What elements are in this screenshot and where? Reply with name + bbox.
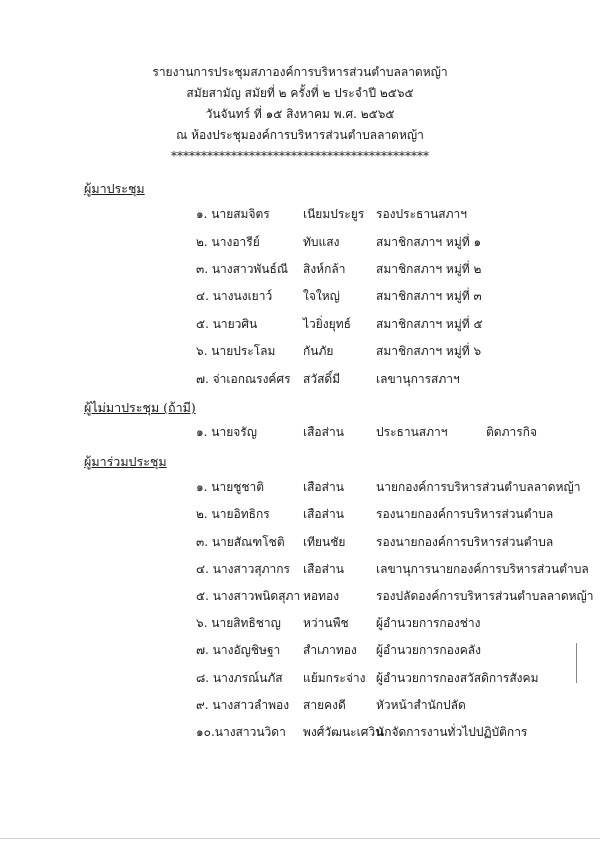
member-name: ๑. นายชูชาติ (196, 480, 265, 494)
member-name: ๓. นายสัณฑโชติ (196, 535, 285, 549)
member-surname: แย้มกระจ่าง (303, 671, 366, 685)
table-row (0, 260, 600, 280)
member-surname: สวัสดิ์มี (303, 372, 341, 386)
member-position: สมาชิกสภาฯ หมู่ที่ ๖ (376, 344, 482, 358)
member-surname: สำเภาทอง (303, 643, 357, 657)
member-name: ๑. นายจรัญ (196, 425, 257, 439)
member-position: รองปลัดองค์การบริหารส่วนตำบลลาดหญ้า (376, 589, 594, 603)
member-position: รองประธานสภาฯ (376, 207, 467, 221)
member-name: ๙. นางสาวลำพอง (196, 698, 290, 712)
member-name: ๒. นางอารีย์ (196, 235, 260, 249)
absentees-heading: ผู้ไม่มาประชุม (ถ้ามี) (84, 400, 196, 415)
member-position: ผู้อำนวยการกองคลัง (376, 643, 481, 657)
attendees-heading: ผู้มาประชุม (84, 181, 145, 196)
date-line: วันจันทร์ ที่ ๑๕ สิงหาคม พ.ศ. ๒๕๖๕ (205, 107, 395, 121)
member-surname: ใจใหญ่ (303, 289, 340, 303)
session-line: สมัยสามัญ สมัยที่ ๒ ครั้งที่ ๒ ประจำปี ๒๕๖๕ (186, 86, 414, 100)
member-position: ผู้อำนวยการกองสวัสดิการสังคม (376, 671, 539, 685)
member-surname: เสือส่าน (303, 425, 344, 439)
member-name: ๒. นายอิทธิกร (196, 507, 270, 521)
member-surname: เสือส่าน (303, 562, 344, 576)
document-header (0, 62, 600, 167)
table-row (0, 587, 600, 607)
table-row (0, 478, 600, 498)
member-name: ๓. นางสาวพันธ์ณี (196, 262, 289, 276)
member-name: ๗. จ่าเอกณรงค์ศร (196, 372, 291, 386)
member-surname: เนียมประยูร (303, 207, 365, 221)
absence-reason: ติดภารกิจ (486, 425, 537, 439)
page-bottom-edge (0, 838, 600, 839)
member-surname: พงศ์วัฒนะเศวิน (303, 725, 384, 739)
member-surname: เทียนชัย (303, 535, 346, 549)
member-position: สมาชิกสภาฯ หมู่ที่ ๕ (376, 317, 483, 331)
table-row (0, 614, 600, 634)
member-name: ๖. นายประโลม (196, 344, 276, 358)
table-row (0, 233, 600, 253)
table-row (0, 315, 600, 335)
scan-margin-mark (576, 643, 577, 683)
member-surname: สายคงดี (303, 698, 346, 712)
table-row (0, 342, 600, 362)
member-name: ๑. นายสมจิตร (196, 207, 270, 221)
member-name: ๖. นายสิทธิชาญ (196, 616, 281, 630)
member-name: ๔. นางนงเยาว์ (196, 289, 273, 303)
table-row (0, 505, 600, 525)
member-surname: หอทอง (303, 589, 340, 603)
table-row (0, 723, 600, 743)
table-row (0, 696, 600, 716)
member-position: รองนายกองค์การบริหารส่วนตำบล (376, 535, 554, 549)
member-surname: เสือส่าน (303, 480, 344, 494)
member-name: ๘. นางภรณ์นภัส (196, 671, 283, 685)
table-row (0, 560, 600, 580)
member-position: สมาชิกสภาฯ หมู่ที่ ๒ (376, 262, 482, 276)
member-surname: ทับแสง (303, 235, 340, 249)
table-row (0, 669, 600, 689)
table-row (0, 533, 600, 553)
member-name: ๔. นางสาวสุภากร (196, 562, 290, 576)
member-position: ประธานสภาฯ (376, 425, 448, 439)
report-title: รายงานการประชุมสภาองค์การบริหารส่วนตำบลลาดหญ้า (152, 65, 448, 79)
member-position: เลขานุการสภาฯ (376, 372, 460, 386)
member-surname: ไวยิ่งยุทธ์ (303, 317, 351, 331)
member-position: สมาชิกสภาฯ หมู่ที่ ๑ (376, 235, 482, 249)
table-row (0, 423, 600, 443)
participants-heading: ผู้มาร่วมประชุม (84, 454, 167, 469)
member-position: หัวหน้าสำนักปลัด (376, 698, 466, 712)
location-line: ณ ห้องประชุมองค์การบริหารส่วนตำบลลาดหญ้า (176, 128, 424, 142)
member-surname: หว่านพืช (303, 616, 349, 630)
member-name: ๕. นางสาวพนิดสุภา (196, 589, 301, 603)
table-row (0, 287, 600, 307)
member-surname: เสือส่าน (303, 507, 344, 521)
member-name: ๑๐.นางสาวนวิดา (196, 725, 286, 739)
member-name: ๕. นายวศิน (196, 317, 258, 331)
star-divider: ******************************************* (171, 149, 429, 163)
member-position: ผู้อำนวยการกองช่าง (376, 616, 481, 630)
member-position: นักจัดการงานทั่วไปปฏิบัติการ (376, 725, 528, 739)
member-position: นายกองค์การบริหารส่วนตำบลลาดหญ้า (376, 480, 581, 494)
member-surname: สิงห์กล้า (303, 262, 346, 276)
member-position: สมาชิกสภาฯ หมู่ที่ ๓ (376, 289, 482, 303)
member-surname: กันภัย (303, 344, 334, 358)
member-position: เลขานุการนายกองค์การบริหารส่วนตำบล (376, 562, 589, 576)
table-row (0, 205, 600, 225)
table-row (0, 370, 600, 390)
member-position: รองนายกองค์การบริหารส่วนตำบล (376, 507, 554, 521)
member-name: ๗. นางอัญชิษฐา (196, 643, 281, 657)
table-row (0, 641, 600, 661)
